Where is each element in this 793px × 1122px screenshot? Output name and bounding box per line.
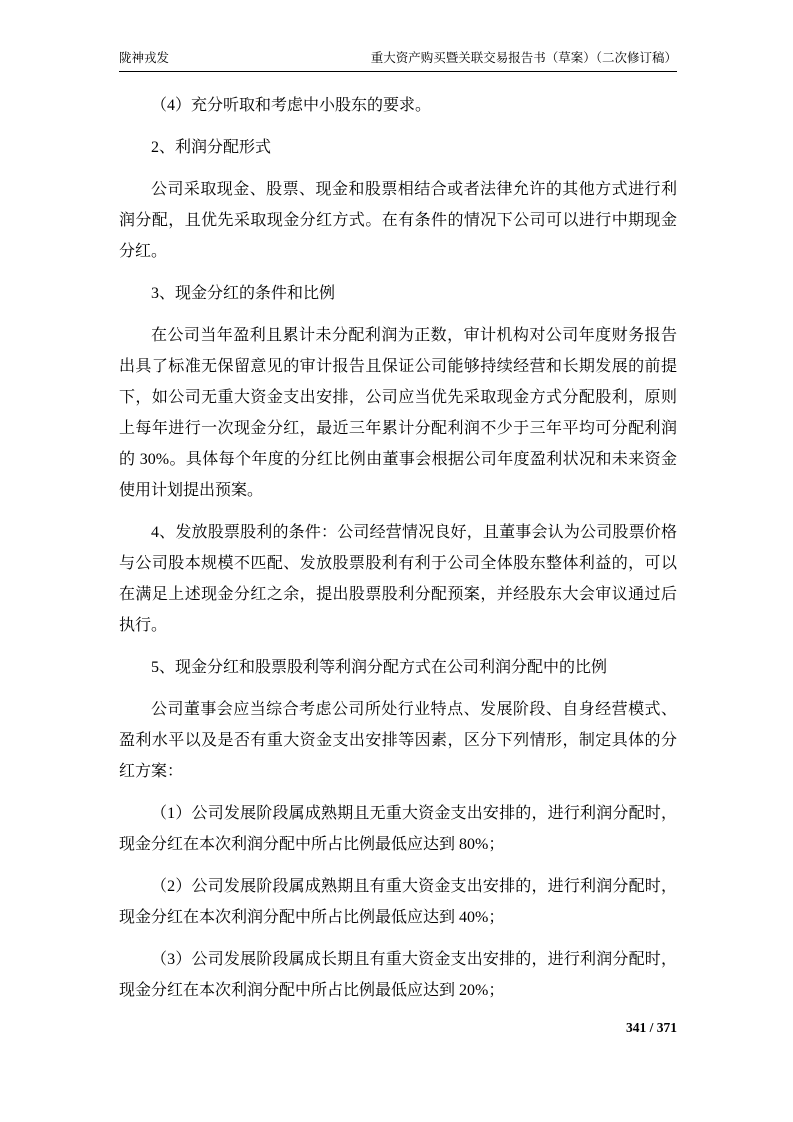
page-header	[119, 50, 677, 72]
heading-profit-distribution-form: 2、利润分配形式	[151, 139, 272, 156]
paragraph-case-3-growth-with-spending: （3）公司发展阶段属成长期且有重大资金支出安排的，进行利润分配时，现金分红在本次利润分配中所占比例最低应达到 20%；	[119, 951, 677, 999]
page-footer	[626, 1020, 677, 1036]
header-company-name: 陇神戎发	[119, 51, 170, 65]
page-number: 341 / 371	[625, 1020, 677, 1035]
paragraph-case-2-mature-with-spending: （2）公司发展阶段属成熟期且有重大资金支出安排的，进行利润分配时，现金分红在本次利润分配中所占比例最低应达到 40%；	[119, 878, 677, 926]
paragraph-stock-dividend-conditions: 4、发放股票股利的条件：公司经营情况良好，且董事会认为公司股票价格与公司股本规模不匹配、发放股票股利有利于公司全体股东整体利益的，可以在满足上述现金分红之余，提出股票股利分配预案，并经股东大会审议通过后执行。	[119, 524, 677, 634]
heading-cash-dividend-conditions: 3、现金分红的条件和比例	[151, 285, 336, 302]
paragraph-distribution-form: 公司采取现金、股票、现金和股票相结合或者法律允许的其他方式进行利润分配，且优先采取现金分红方式。在有条件的情况下公司可以进行中期现金分红。	[119, 181, 677, 260]
paragraph-item-4-requirement: （4）充分听取和考虑中小股东的要求。	[151, 97, 432, 114]
document-body	[119, 90, 677, 1017]
paragraph-cash-dividend-conditions: 在公司当年盈利且累计未分配利润为正数，审计机构对公司年度财务报告出具了标准无保留意见的审计报告且保证公司能够持续经营和长期发展的前提下，如公司无重大资金支出安排，公司应当优先采取现金方式分配股利，原则上每年进行一次现金分红，最近三年累计分配利润不少于三年平均可分配利润的 30%。具体每个年度的分红比例由董事会根据公司年度盈利状况和未来资金使用计划提出预案。	[119, 327, 677, 499]
header-report-title: 重大资产购买暨关联交易报告书（草案）（二次修订稿）	[370, 51, 677, 65]
heading-dividend-ratio: 5、现金分红和股票股利等利润分配方式在公司利润分配中的比例	[151, 659, 608, 676]
paragraph-board-considerations: 公司董事会应当综合考虑公司所处行业特点、发展阶段、自身经营模式、盈利水平以及是否有重大资金支出安排等因素，区分下列情形，制定具体的分红方案：	[119, 701, 677, 780]
paragraph-case-1-mature-no-spending: （1）公司发展阶段属成熟期且无重大资金支出安排的，进行利润分配时，现金分红在本次利润分配中所占比例最低应达到 80%；	[119, 805, 677, 853]
